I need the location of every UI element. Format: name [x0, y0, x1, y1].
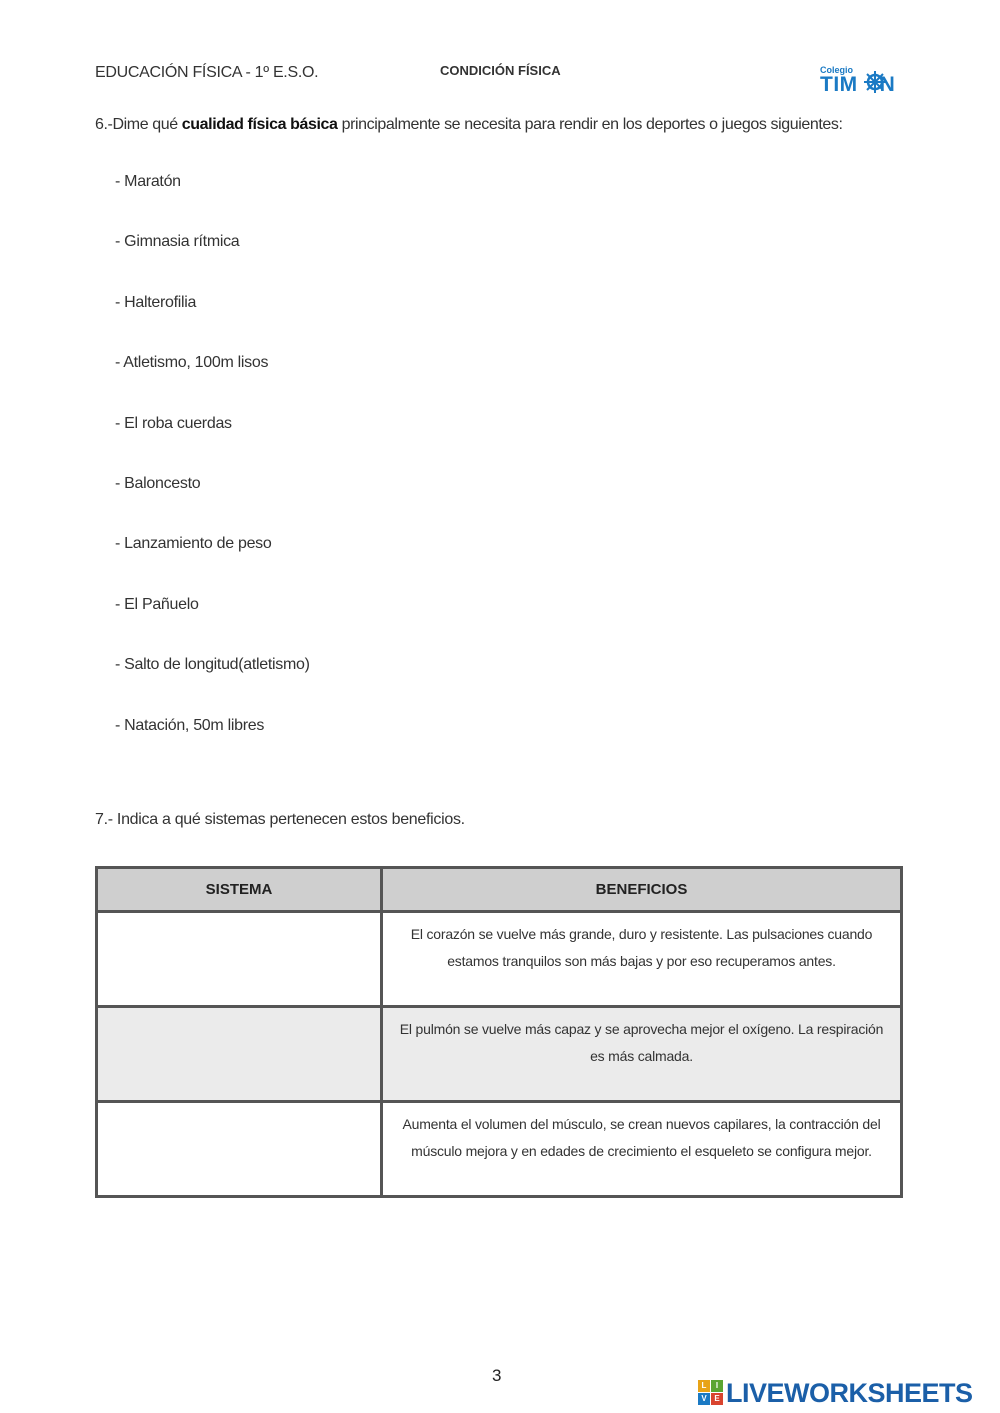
- header-topic: CONDICIÓN FÍSICA: [440, 63, 561, 78]
- liveworksheets-text: LIVEWORKSHEETS: [726, 1378, 973, 1408]
- beneficio-cell: El corazón se vuelve más grande, duro y resistente. Las pulsaciones cuando estamos tranquilos son más bajas y por eso recuperamos antes.: [382, 912, 902, 1007]
- sports-list: [115, 173, 310, 777]
- logo-big-text: TIM N: [820, 73, 896, 96]
- sistema-answer-cell[interactable]: [97, 1102, 382, 1197]
- beneficio-cell: El pulmón se vuelve más capaz y se aprovecha mejor el oxígeno. La respiración es más calmada.: [382, 1007, 902, 1102]
- header-sistema: SISTEMA: [97, 868, 382, 912]
- question-6-bold: cualidad física básica: [181, 116, 338, 133]
- list-item: - El roba cuerdas: [115, 414, 232, 432]
- list-item: - Baloncesto: [115, 474, 201, 492]
- beneficio-cell: Aumenta el volumen del músculo, se crean nuevos capilares, la contracción del músculo mejora y en edades de crecimiento el esqueleto se configura mejor.: [382, 1102, 902, 1197]
- systems-table: [95, 866, 903, 1198]
- page-number: 3: [492, 1366, 502, 1385]
- list-item: - El Pañuelo: [115, 595, 199, 613]
- header-course: EDUCACIÓN FÍSICA - 1º E.S.O.: [95, 64, 319, 81]
- list-item: - Atletismo, 100m lisos: [115, 354, 269, 372]
- list-item: - Natación, 50m libres: [115, 716, 265, 734]
- list-item: - Salto de longitud(atletismo): [115, 656, 310, 674]
- list-item: - Maratón: [115, 173, 181, 190]
- question-7: 7.- Indica a qué sistemas pertenecen estos beneficios.: [95, 811, 465, 828]
- sistema-answer-cell[interactable]: [97, 1007, 382, 1102]
- liveworksheets-logo: [698, 1378, 996, 1408]
- question-6: 6.-Dime qué cualidad física básica principalmente se necesita para rendir en los deportes o juegos siguientes:: [95, 116, 843, 133]
- table-header-row: [97, 868, 902, 912]
- school-logo: [818, 62, 902, 98]
- list-item: - Halterofilia: [115, 293, 197, 311]
- logo-small-text: Colegio: [820, 65, 853, 75]
- ship-wheel-icon: [864, 67, 886, 93]
- table-row: [97, 912, 902, 1007]
- list-item: - Gimnasia rítmica: [115, 233, 240, 251]
- sistema-answer-cell[interactable]: [97, 912, 382, 1007]
- list-item: - Lanzamiento de peso: [115, 535, 272, 553]
- table-row: [97, 1007, 902, 1102]
- liveworksheets-blocks-icon: L I V E: [698, 1380, 724, 1406]
- table-row: [97, 1102, 902, 1197]
- header-beneficios: BENEFICIOS: [382, 868, 902, 912]
